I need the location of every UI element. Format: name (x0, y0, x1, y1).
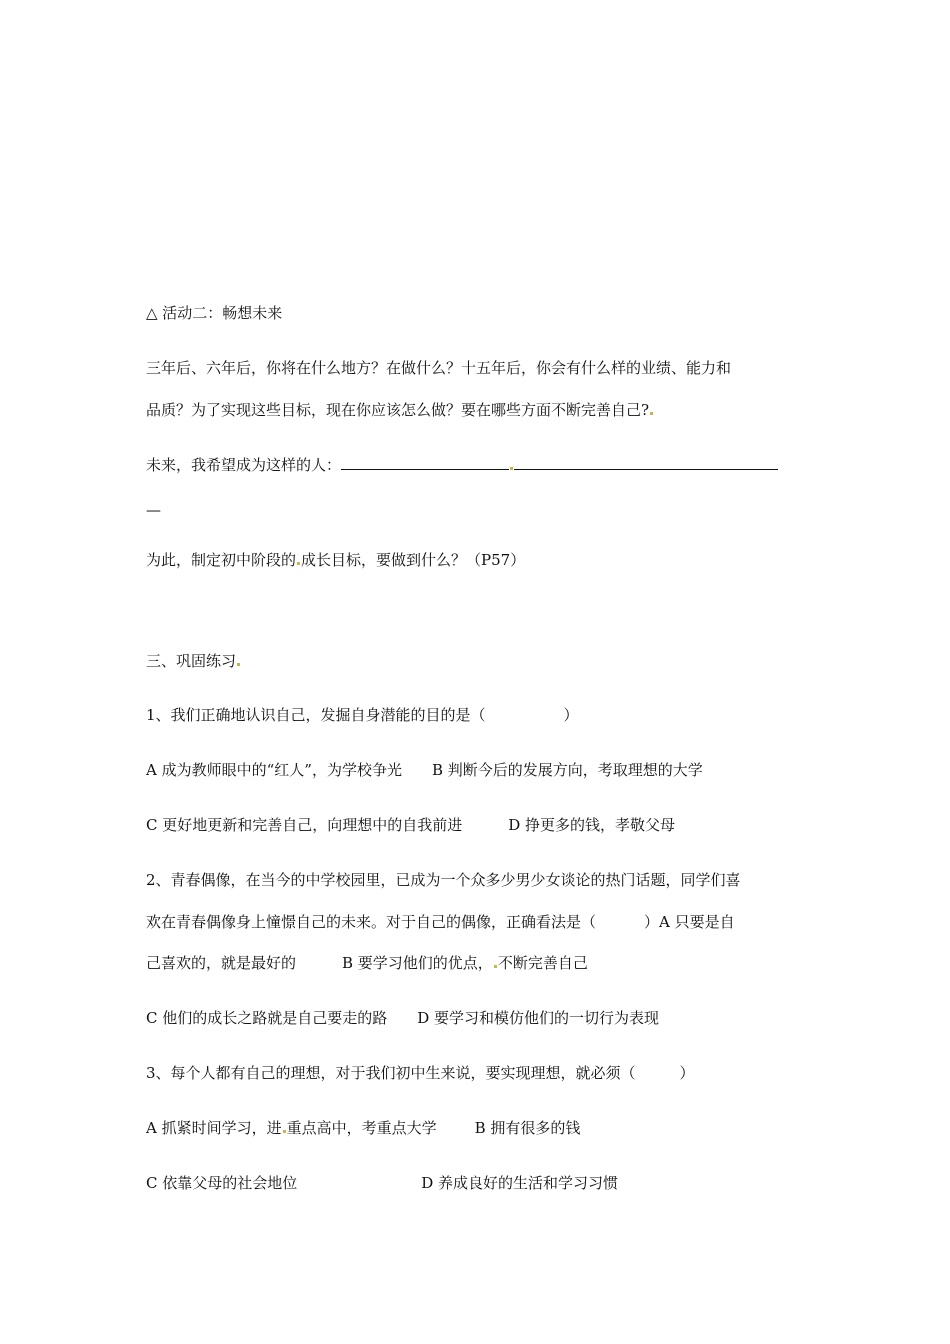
q2-line2 (146, 912, 735, 932)
q2-options-cd (146, 1008, 659, 1028)
q3-option-a-1: A 抓紧时间学习，进 (146, 1119, 282, 1137)
scan-dot (510, 467, 513, 470)
q1-options-ab (146, 760, 703, 780)
q2-option-d: D 要学习和模仿他们的一切行为表现 (417, 1009, 660, 1027)
q1-stem (146, 705, 579, 725)
q2-line2-b: ）A 只要是自 (644, 913, 735, 931)
q3-option-b: B 拥有很多的钱 (474, 1119, 581, 1137)
future-label: 未来，我希望成为这样的人： (146, 456, 342, 474)
future-blank-2[interactable] (514, 457, 778, 470)
q3-option-d: D 养成良好的生活和学习习惯 (421, 1174, 619, 1192)
practice-heading (146, 651, 241, 671)
goal-prompt-b: 成长目标，要做到什么？（P57） (301, 551, 526, 569)
q3-stem-text: 3、每个人都有自己的理想，对于我们初中生来说，要实现理想，就必须（ (146, 1064, 636, 1082)
future-line (146, 455, 778, 475)
q3-option-c: C 依靠父母的社会地位 (146, 1174, 298, 1192)
activity2-heading: △ 活动二：畅想未来 (146, 304, 283, 322)
goal-prompt (146, 550, 525, 570)
goal-prompt-a: 为此，制定初中阶段的 (146, 551, 297, 569)
activity2-prompt-line2 (146, 400, 654, 420)
scan-dot (283, 1130, 286, 1133)
q3-stem-close: ） (679, 1064, 695, 1082)
prompt-line2-text: 品质？为了实现这些目标，现在你应该怎么做？要在哪些方面不断完善自己? (146, 401, 650, 419)
q1-option-c: C 更好地更新和完善自己，向理想中的自我前进 (146, 816, 463, 834)
q1-option-b: B 判断今后的发展方向，考取理想的大学 (431, 761, 703, 779)
scan-dot (494, 965, 497, 968)
q1-option-d: D 挣更多的钱，孝敬父母 (508, 816, 676, 834)
q2-option-b-cont: 不断完善自己 (497, 954, 588, 972)
q1-option-a: A 成为教师眼中的“红人”，为学校争光 (146, 761, 402, 779)
q2-option-b: B 要学习他们的优点， (342, 954, 493, 972)
future-dash: — (146, 501, 161, 519)
future-blank-1[interactable] (341, 457, 509, 470)
q1-options-cd (146, 815, 675, 835)
q2-line2-a: 欢在青春偶像身上憧憬自己的未来。对于自己的偶像，正确看法是（ (146, 913, 597, 931)
q2-option-c: C 他们的成长之路就是自己要走的路 (146, 1009, 388, 1027)
scan-dot (237, 663, 240, 666)
q3-option-a-2: 重点高中，考重点大学 (286, 1119, 437, 1137)
q2-line3-a: 己喜欢的，就是最好的 (146, 954, 297, 972)
q1-stem-text: 1、我们正确地认识自己，发掘自身潜能的目的是（ (146, 706, 486, 724)
q3-options-cd (146, 1173, 618, 1193)
q1-stem-close: ） (563, 706, 579, 724)
scan-dot (650, 412, 653, 415)
scan-dot (297, 562, 300, 565)
practice-heading-text: 三、巩固练习 (146, 652, 237, 670)
q3-options-ab (146, 1118, 580, 1138)
q3-stem (146, 1063, 695, 1083)
q2-line1: 2、青春偶像，在当今的中学校园里，已成为一个众多少男少女谈论的热门话题，同学们喜 (146, 871, 741, 889)
activity2-prompt-line1: 三年后、六年后，你将在什么地方？在做什么？十五年后，你会有什么样的业绩、能力和 (146, 359, 732, 377)
q2-line3 (146, 953, 588, 973)
